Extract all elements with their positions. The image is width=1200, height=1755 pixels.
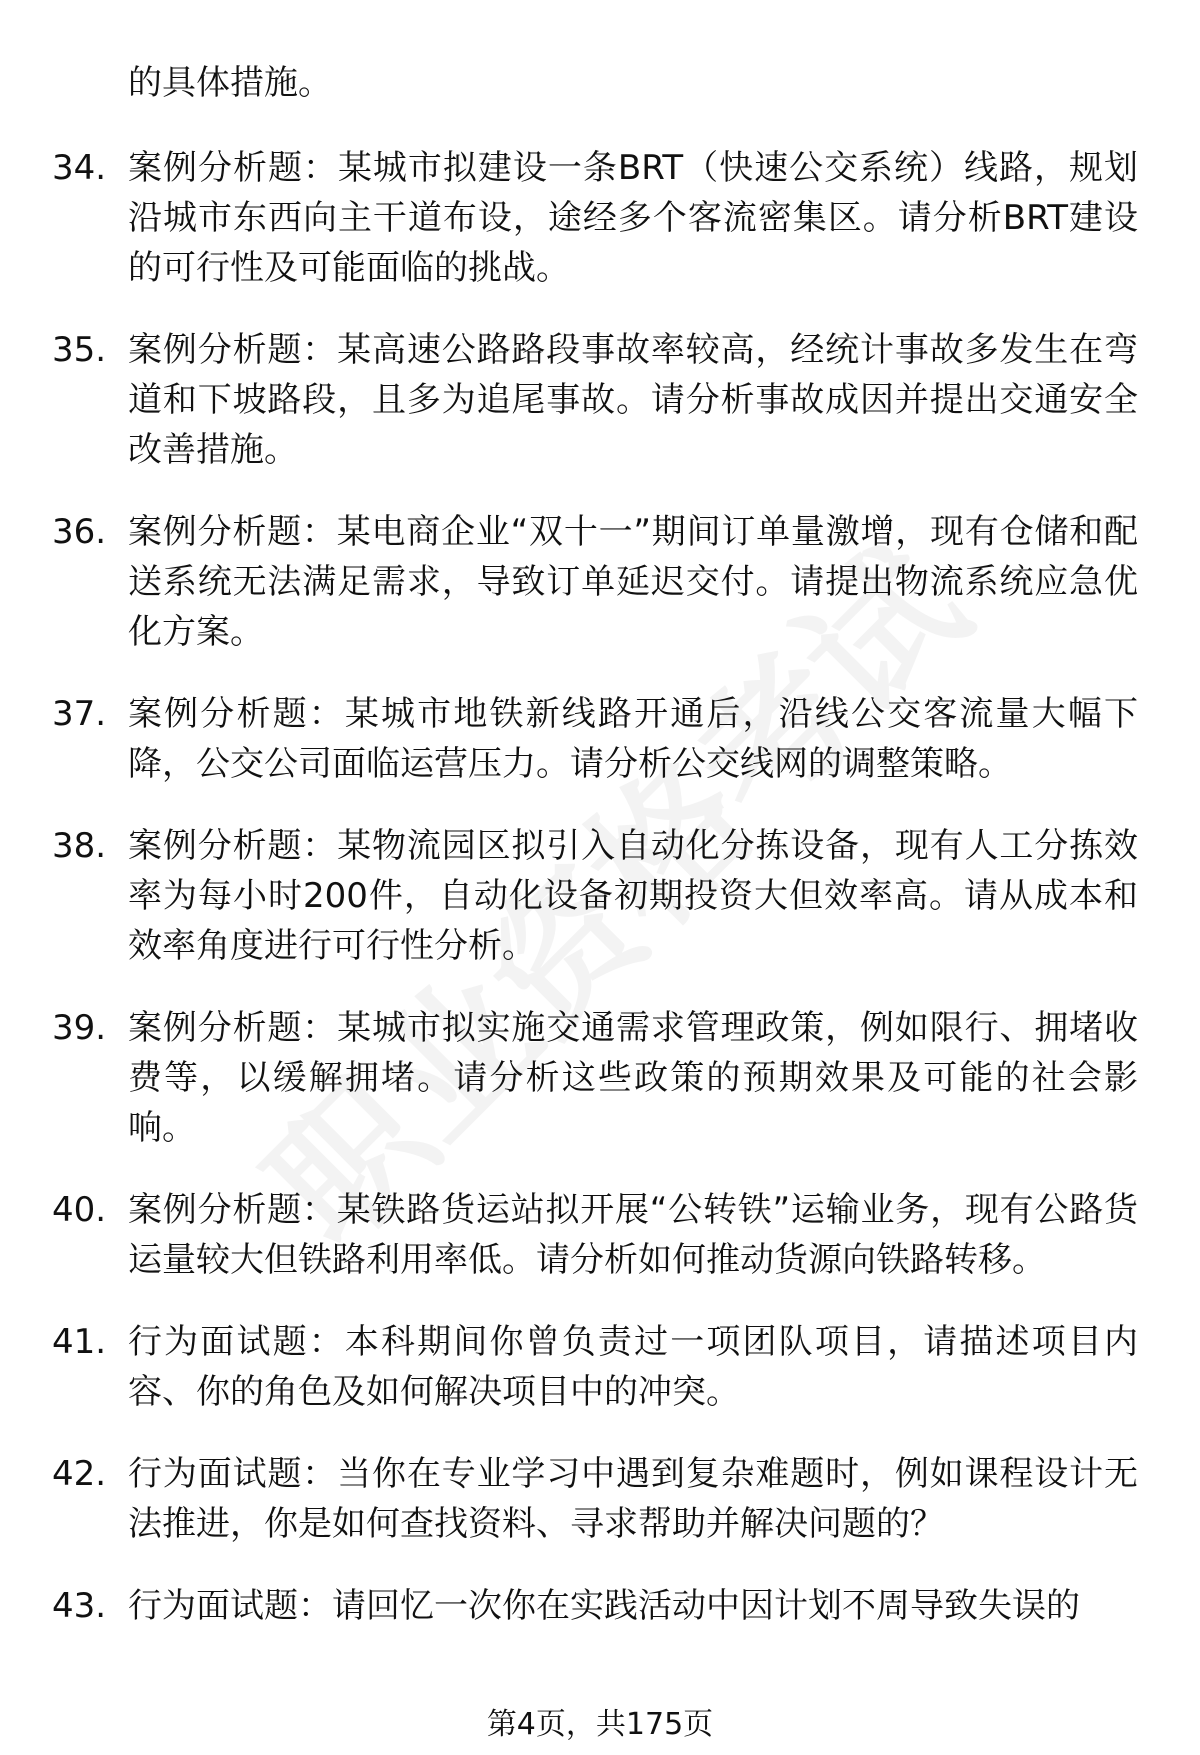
question-text: 案例分析题：某城市地铁新线路开通后，沿线公交客流量大幅下降，公交公司面临运营压力。请分析公交线网的调整策略。 [128,694,1138,784]
question-item [0,507,1200,657]
question-text: 案例分析题：某铁路货运站拟开展“公转铁”运输业务，现有公路货运量较大但铁路利用率低。请分析如何推动货源向铁路转移。 [128,1190,1138,1280]
question-number: 43. [52,1586,107,1626]
question-item [0,1185,1200,1285]
page-footer: 第4页，共175页 [486,1707,714,1742]
question-item [0,143,1200,293]
question-item [0,1317,1200,1417]
question-number: 39. [52,1008,107,1048]
question-number: 34. [52,148,107,188]
question-text: 行为面试题：请回忆一次你在实践活动中因计划不周导致失误的 [128,1586,1080,1626]
question-number: 42. [52,1454,107,1494]
question-text: 案例分析题：某城市拟实施交通需求管理政策，例如限行、拥堵收费等，以缓解拥堵。请分析这些政策的预期效果及可能的社会影响。 [128,1008,1138,1148]
question-number: 41. [52,1322,107,1362]
question-text: 行为面试题：本科期间你曾负责过一项团队项目，请描述项目内容、你的角色及如何解决项目中的冲突。 [128,1322,1138,1412]
question-list [0,143,1200,1663]
question-item [0,1449,1200,1549]
question-item [0,1581,1200,1631]
question-text: 案例分析题：某物流园区拟引入自动化分拣设备，现有人工分拣效率为每小时200件，自动化设备初期投资大但效率高。请从成本和效率角度进行可行性分析。 [128,826,1138,966]
question-text: 行为面试题：当你在专业学习中遇到复杂难题时，例如课程设计无法推进，你是如何查找资料、寻求帮助并解决问题的？ [128,1454,1138,1544]
question-item [0,689,1200,789]
question-number: 40. [52,1190,107,1230]
question-item [0,821,1200,971]
question-item [0,1003,1200,1153]
question-number: 35. [52,330,107,370]
question-number: 36. [52,512,107,552]
question-number: 38. [52,826,107,866]
question-item [0,325,1200,475]
question-text: 案例分析题：某高速公路路段事故率较高，经统计事故多发生在弯道和下坡路段，且多为追尾事故。请分析事故成因并提出交通安全改善措施。 [128,330,1138,470]
question-text: 案例分析题：某电商企业“双十一”期间订单量激增，现有仓储和配送系统无法满足需求，导致订单延迟交付。请提出物流系统应急优化方案。 [128,512,1138,652]
question-text: 案例分析题：某城市拟建设一条BRT（快速公交系统）线路，规划沿城市东西向主干道布设，途经多个客流密集区。请分析BRT建设的可行性及可能面临的挑战。 [128,148,1138,288]
continuation-text: 的具体措施。 [128,63,332,103]
question-number: 37. [52,694,107,734]
